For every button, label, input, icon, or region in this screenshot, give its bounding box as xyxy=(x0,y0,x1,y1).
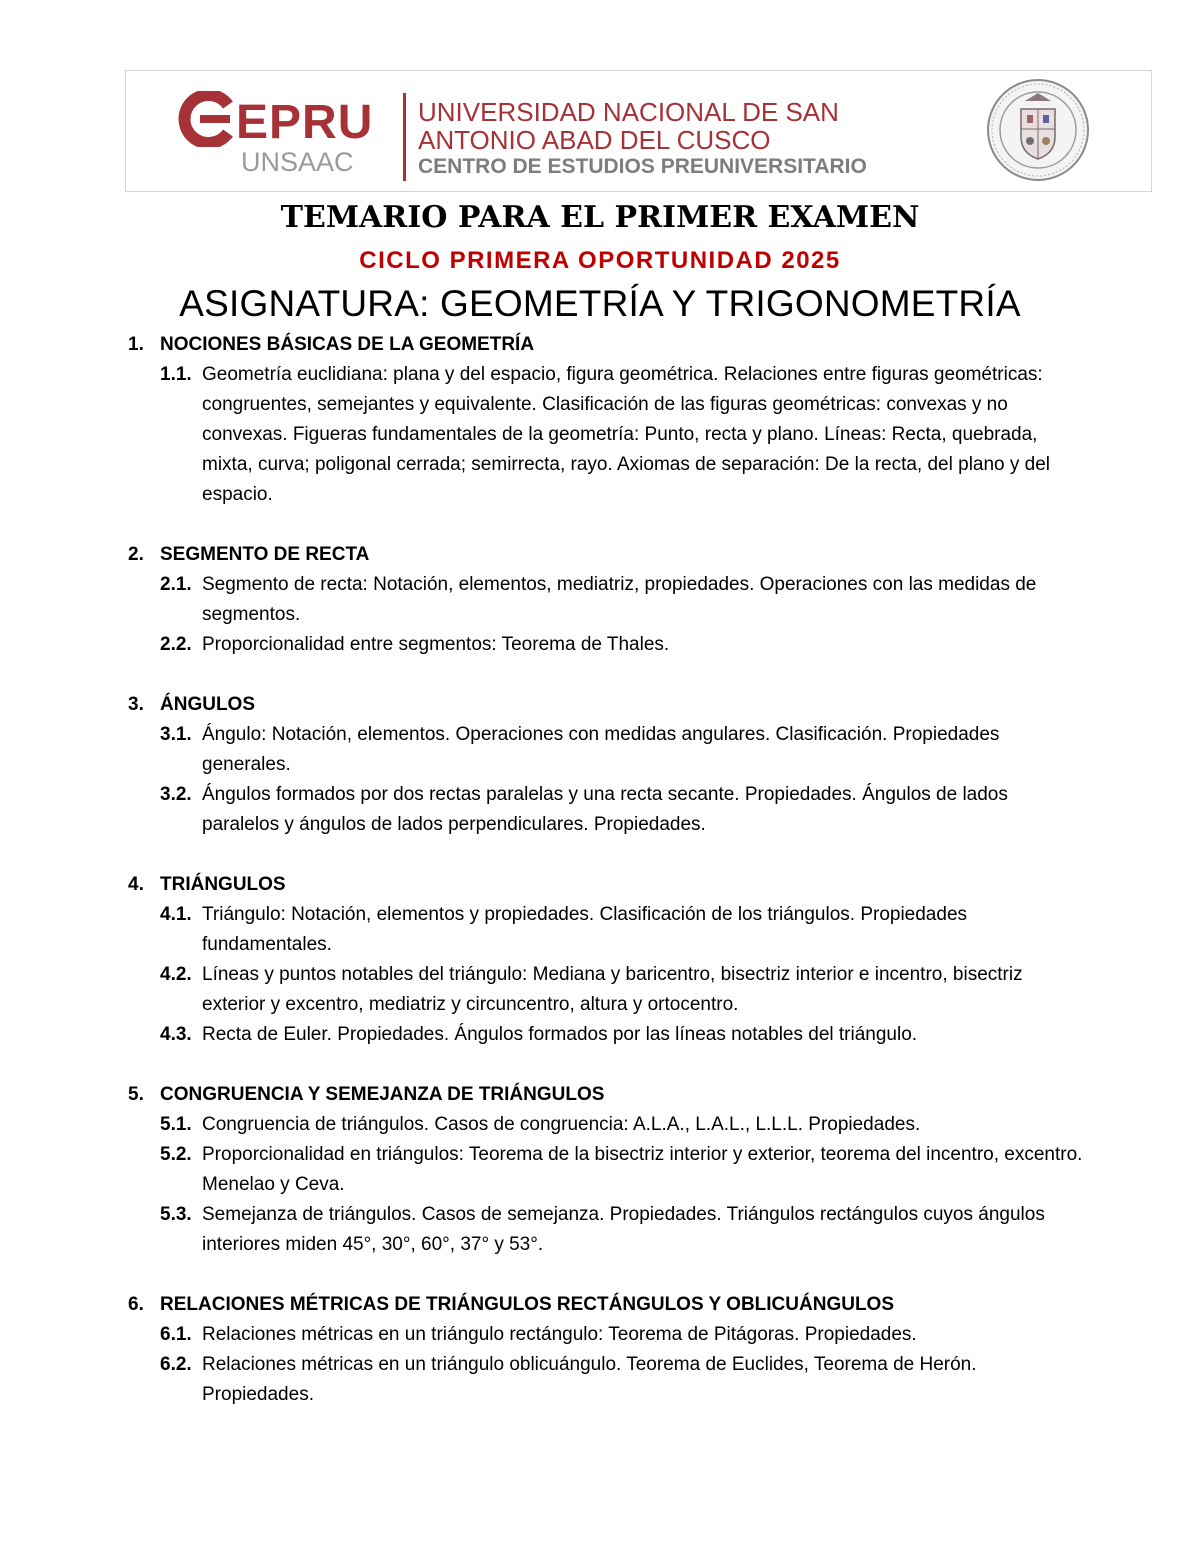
section-heading xyxy=(128,1290,1088,1320)
list-item xyxy=(128,960,1088,1020)
university-seal-icon xyxy=(985,77,1091,183)
list-item xyxy=(128,630,1088,660)
section-number: 1. xyxy=(128,334,144,355)
document-title: TEMARIO PARA EL PRIMER EXAMEN xyxy=(280,200,920,235)
item-number: 4.3. xyxy=(160,1024,192,1045)
item-text: Relaciones métricas en un triángulo oblicuángulo. Teorema de Euclides, Teorema de Herón. Propiedades. xyxy=(202,1354,977,1405)
section-number: 3. xyxy=(128,694,144,715)
logo-divider xyxy=(403,93,406,181)
item-text: Líneas y puntos notables del triángulo: Mediana y baricentro, bisectriz interior e incentro, bisectriz exterior y excentro, mediatriz y circuncentro, altura y ortocentro. xyxy=(202,964,1023,1015)
item-text: Triángulo: Notación, elementos y propiedades. Clasificación de los triángulos. Propiedades fundamentales. xyxy=(202,904,968,955)
section-title: SEGMENTO DE RECTA xyxy=(160,544,370,565)
section-number: 6. xyxy=(128,1294,144,1315)
item-text: Semejanza de triángulos. Casos de semejanza. Propiedades. Triángulos rectángulos cuyos ángulos interiores miden 45°, 30°, 60°, 37° y 53°. xyxy=(202,1204,1045,1255)
list-item xyxy=(128,360,1088,510)
syllabus-content xyxy=(128,330,1088,1440)
list-item xyxy=(128,900,1088,960)
item-text: Proporcionalidad entre segmentos: Teorema de Thales. xyxy=(202,634,670,655)
item-text: Segmento de recta: Notación, elementos, mediatriz, propiedades. Operaciones con las medidas de segmentos. xyxy=(202,574,1037,625)
item-number: 4.2. xyxy=(160,964,192,985)
section-number: 2. xyxy=(128,544,144,565)
section-3 xyxy=(128,690,1088,840)
item-text: Ángulo: Notación, elementos. Operaciones con medidas angulares. Clasificación. Propiedades generales. xyxy=(202,724,1000,775)
item-text: Recta de Euler. Propiedades. Ángulos formados por las líneas notables del triángulo. xyxy=(202,1024,918,1045)
item-number: 6.2. xyxy=(160,1354,192,1375)
item-text: Congruencia de triángulos. Casos de congruencia: A.L.A., L.A.L., L.L.L. Propiedades. xyxy=(202,1114,921,1135)
logo-text: EPRU xyxy=(236,96,374,149)
section-4 xyxy=(128,870,1088,1050)
item-number: 6.1. xyxy=(160,1324,192,1345)
center-name: CENTRO DE ESTUDIOS PREUNIVERSITARIO xyxy=(418,155,867,178)
section-6 xyxy=(128,1290,1088,1410)
item-text: Geometría euclidiana: plana y del espacio, figura geométrica. Relaciones entre figuras geométricas: congruentes, semejantes y equivalente. Clasificación de las figuras geométricas: convexas y no convexas. Figueras fundamentales de la geometría: Punto, recta y plano. Líneas: Recta, quebrada, mixta, curva; poligonal cerrada; semirrecta, rayo. Axiomas de separación: De la recta, del plano y del espacio. xyxy=(202,364,1051,505)
list-item xyxy=(128,1350,1088,1410)
section-heading xyxy=(128,1080,1088,1110)
section-number: 5. xyxy=(128,1084,144,1105)
item-text: Relaciones métricas en un triángulo rectángulo: Teorema de Pitágoras. Propiedades. xyxy=(202,1324,917,1345)
section-title: ÁNGULOS xyxy=(160,694,255,715)
section-number: 4. xyxy=(128,874,144,895)
list-item xyxy=(128,780,1088,840)
item-number: 3.2. xyxy=(160,784,192,805)
item-number: 5.3. xyxy=(160,1204,192,1225)
section-heading xyxy=(128,690,1088,720)
item-number: 3.1. xyxy=(160,724,192,745)
section-title: CONGRUENCIA Y SEMEJANZA DE TRIÁNGULOS xyxy=(160,1084,605,1105)
section-heading xyxy=(128,540,1088,570)
list-item xyxy=(128,720,1088,780)
university-name-line1: UNIVERSIDAD NACIONAL DE SAN xyxy=(418,97,839,127)
subject-heading: ASIGNATURA: GEOMETRÍA Y TRIGONOMETRÍA xyxy=(179,283,1021,324)
item-number: 1.1. xyxy=(160,364,192,385)
section-title: NOCIONES BÁSICAS DE LA GEOMETRÍA xyxy=(160,334,535,355)
list-item xyxy=(128,570,1088,630)
section-heading xyxy=(128,330,1088,360)
section-heading xyxy=(128,870,1088,900)
section-1 xyxy=(128,330,1088,510)
cepru-logo-c-icon xyxy=(178,91,234,147)
list-item xyxy=(128,1020,1088,1050)
item-number: 5.1. xyxy=(160,1114,192,1135)
item-number: 4.1. xyxy=(160,904,192,925)
item-number: 5.2. xyxy=(160,1144,192,1165)
item-number: 2.1. xyxy=(160,574,192,595)
document-subtitle: CICLO PRIMERA OPORTUNIDAD 2025 xyxy=(359,247,841,274)
item-text: Ángulos formados por dos rectas paralelas y una recta secante. Propiedades. Ángulos de lados paralelos y ángulos de lados perpendiculares. Propiedades. xyxy=(202,784,1008,835)
section-title: RELACIONES MÉTRICAS DE TRIÁNGULOS RECTÁNGULOS Y OBLICUÁNGULOS xyxy=(160,1294,894,1315)
logo-subtext: UNSAAC xyxy=(241,147,354,177)
section-2 xyxy=(128,540,1088,660)
item-text: Proporcionalidad en triángulos: Teorema de la bisectriz interior y exterior, teorema del incentro, excentro. Menelao y Ceva. xyxy=(202,1144,1083,1195)
list-item xyxy=(128,1320,1088,1350)
item-number: 2.2. xyxy=(160,634,192,655)
university-name-line2: ANTONIO ABAD DEL CUSCO xyxy=(418,125,771,155)
section-5 xyxy=(128,1080,1088,1260)
list-item xyxy=(128,1140,1088,1200)
list-item xyxy=(128,1200,1088,1260)
list-item xyxy=(128,1110,1088,1140)
section-title: TRIÁNGULOS xyxy=(160,874,286,895)
header-banner xyxy=(125,70,1152,192)
